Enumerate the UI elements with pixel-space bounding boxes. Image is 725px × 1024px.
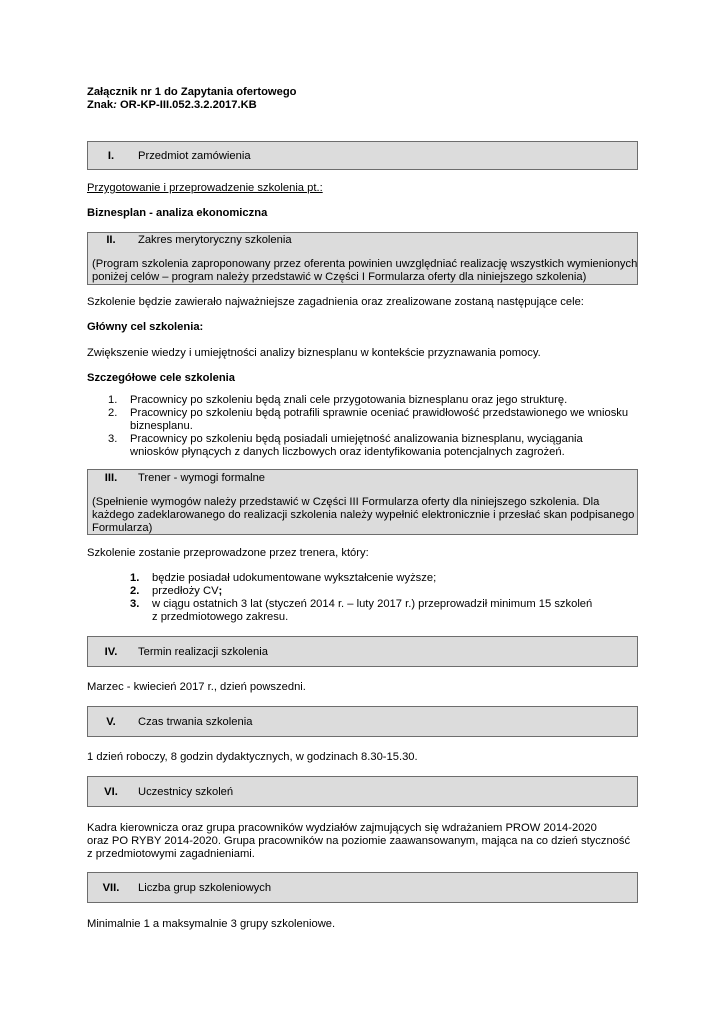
list-item-marker: 2. [108,407,118,419]
section-description-line: (Spełnienie wymogów należy przedstawić w Części III Formularza oferty dla niniejszego szkolenia. Dla [92,496,600,508]
section-number: VI. [104,786,118,798]
main-goal-heading: Główny cel szkolenia: [87,321,204,333]
list-item: Pracownicy po szkoleniu będą znali cele przygotowania biznesplanu oraz jego strukturę. [130,394,568,406]
section-number: II. [106,234,116,246]
list-item-marker: 1. [108,394,118,406]
list-item-marker: 1. [130,572,140,584]
participants-line: Kadra kierownicza oraz grupa pracowników wydziałów zajmujących się wdrażaniem PROW 2014-2020 [87,822,597,834]
attachment-title: Załącznik nr 1 do Zapytania ofertowego [87,86,297,98]
duration-text: 1 dzień roboczy, 8 godzin dydaktycznych, w godzinach 8.30-15.30. [87,751,418,763]
section-box-iv [87,636,638,667]
goals-intro: Szkolenie będzie zawierało najważniejsze zagadnienia oraz zrealizowane zostaną następujące cele: [87,296,584,308]
list-item-continuation: wniosków płynących z danych liczbowych oraz identyfikowania potencjalnych zagrożeń. [130,446,565,458]
section-number: IV. [104,646,118,658]
term-text: Marzec - kwiecień 2017 r., dzień powszedni. [87,681,306,693]
preparation-line: Przygotowanie i przeprowadzenie szkolenia pt.: [87,182,323,194]
trainer-intro: Szkolenie zostanie przeprowadzone przez trenera, który: [87,547,369,559]
list-item-text: przedłoży CV [152,585,219,597]
section-description-line: każdego zadeklarowanego do realizacji szkolenia należy wypełnić elektronicznie i przesłać skan podpisanego [92,509,635,521]
list-item: Pracownicy po szkoleniu będą posiadali umiejętność analizowania biznesplanu, wyciągania [130,433,583,445]
section-number: III. [104,472,118,484]
reference-number [87,99,257,112]
list-item-semicolon: ; [218,585,223,597]
list-item-marker: 2. [130,585,140,597]
section-box-vii [87,872,638,903]
list-item: będzie posiadał udokumentowane wykształcenie wyższe; [152,572,437,584]
list-item [152,585,222,598]
section-title: Czas trwania szkolenia [138,716,253,728]
section-title: Liczba grup szkoleniowych [138,882,272,894]
section-title: Uczestnicy szkoleń [138,786,234,798]
section-description-line: poniżej celów – program należy przedstawić w Części I Formularza oferty dla niniejszego szkolenia) [92,271,587,283]
list-item-continuation: biznesplanu. [130,420,193,432]
list-item: w ciągu ostatnich 3 lat (styczeń 2014 r. – luty 2017 r.) przeprowadził minimum 15 szkoleń [152,598,593,610]
section-title: Zakres merytoryczny szkolenia [138,234,292,246]
section-box-vi [87,776,638,807]
groups-text: Minimalnie 1 a maksymalnie 3 grupy szkoleniowe. [87,918,336,930]
participants-line: z przedmiotowymi zagadnieniami. [87,848,255,860]
participants-line: oraz PO RYBY 2014-2020. Grupa pracowników na poziomie zaawansowanym, mająca na co dzień styczność [87,835,631,847]
training-title: Biznesplan - analiza ekonomiczna [87,207,268,219]
list-item-marker: 3. [130,598,140,610]
detail-goals-heading: Szczegółowe cele szkolenia [87,372,235,384]
section-title: Przedmiot zamówienia [138,150,251,162]
section-box-ii [87,232,638,285]
list-item: Pracownicy po szkoleniu będą potrafili sprawnie oceniać prawidłowość przedstawionego we wniosku [130,407,629,419]
reference-value: OR-KP-III.052.3.2.2017.KB [116,99,257,111]
section-number: I. [107,150,115,162]
section-title: Termin realizacji szkolenia [138,646,268,658]
list-item-marker: 3. [108,433,118,445]
reference-label: Znak [87,99,114,111]
reference-colon: : [113,99,117,111]
section-number: V. [106,716,116,728]
section-box-v [87,706,638,737]
list-item-continuation: z przedmiotowego zakresu. [152,611,289,623]
section-number: VII. [102,882,120,894]
section-description-line: (Program szkolenia zaproponowany przez oferenta powinien uwzględniać realizację wszystkich wymienionych [92,258,638,270]
section-box-i [87,141,638,170]
section-title: Trener - wymogi formalne [138,472,266,484]
main-goal-text: Zwiększenie wiedzy i umiejętności analizy biznesplanu w kontekście przyznawania pomocy. [87,347,541,359]
section-box-iii [87,469,638,535]
section-description-line: Formularza) [92,522,153,534]
